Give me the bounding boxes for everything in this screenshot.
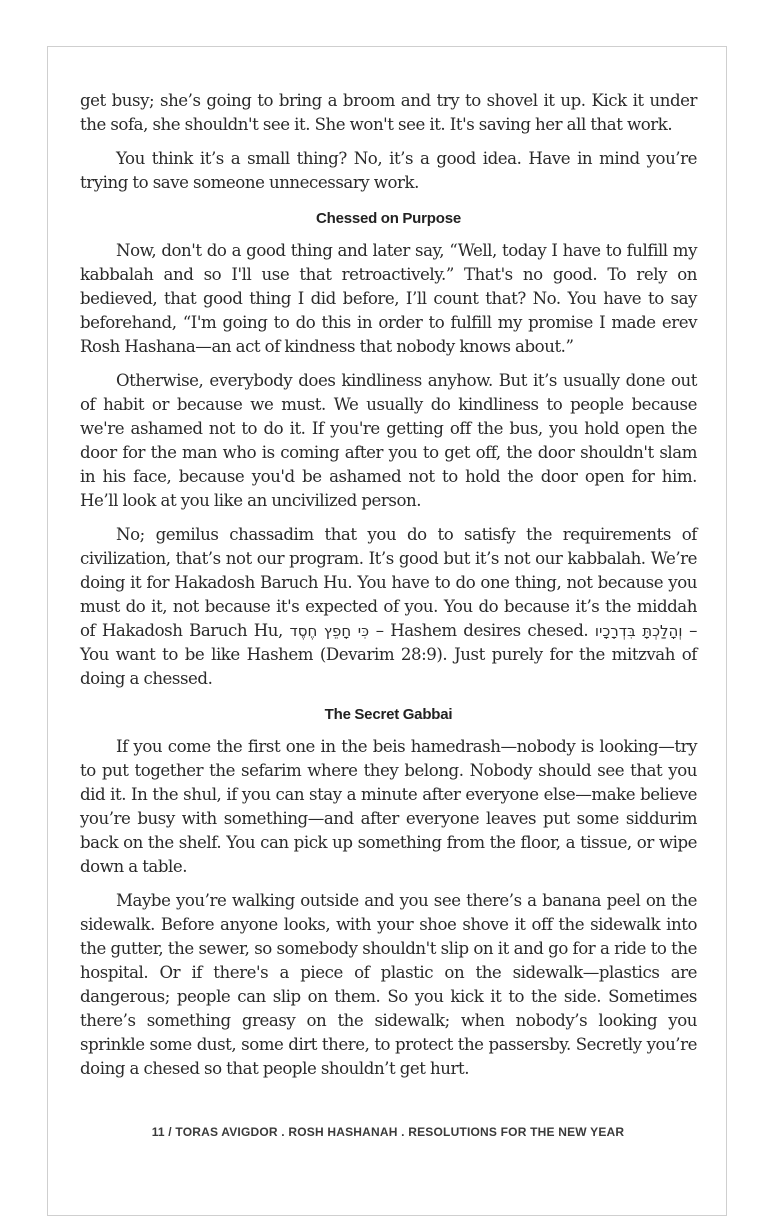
paragraph-5-part-c: – You want to be like Hashem (Devarim 28:9). Just purely for the mitzvah of doing a chessed.	[80, 621, 697, 688]
hebrew-quote-ki-chafetz-chesed: כִּי חָפֵץ חֶסֶד	[289, 622, 370, 640]
section-heading-chessed-on-purpose: Chessed on Purpose	[315, 210, 461, 227]
page-footer: 11 / TORAS AVIGDOR . ROSH HASHANAH . RESOLUTIONS FOR THE NEW YEAR	[151, 1125, 625, 1139]
paragraph-3: Now, don't do a good thing and later say, “Well, today I have to fulfill my kabbalah and so I'll use that retroactively.” That's no good. To rely on bedieved, that good thing I did before, I’ll count that? No. You have to say beforehand, “I'm going to do this in order to fulfill my promise I made erev Rosh Hashana—an act of kindness that nobody knows about.”	[80, 241, 697, 356]
section-heading-secret-gabbai: The Secret Gabbai	[324, 706, 453, 723]
hebrew-quote-vehalachta: וְהָלַכְתָּ בִּדְרָכָיו	[594, 622, 683, 640]
paragraph-7: Maybe you’re walking outside and you see there’s a banana peel on the sidewalk. Before anyone looks, with your shoe shove it off the sidewalk into the gutter, the sewer, so somebody shouldn't slip on it and go for a ride to the hospital. Or if there's a piece of plastic on the sidewalk—plastics are dangerous; people can slip on them. So you kick it to the side. Sometimes there’s something greasy on the sidewalk; when nobody’s looking you sprinkle some dust, some dirt there, to protect the passersby. Secretly you’re doing a chesed so that people shouldn’t get hurt.	[80, 891, 697, 1078]
paragraph-5	[80, 523, 697, 691]
paragraph-5-part-a: No; gemilus chassadim that you do to satisfy the requirements of civilization, that’s not our program. It’s good but it’s not our kabbalah. We’re doing it for Hakadosh Baruch Hu. You have to do one thing, not because you must do it, not because it's expected of you. You do because it’s the middah of Hakadosh Baruch Hu,	[80, 525, 697, 640]
paragraph-4: Otherwise, everybody does kindliness anyhow. But it’s usually done out of habit or because we must. We usually do kindliness to people because we're ashamed not to do it. If you're getting off the bus, you hold open the door for the man who is coming after you to get off, the door shouldn't slam in his face, because you'd be ashamed not to hold the door open for him. He’ll look at you like an uncivilized person.	[80, 371, 697, 510]
paragraph-6: If you come the first one in the beis hamedrash—nobody is looking—try to put together the sefarim where they belong. Nobody should see that you did it. In the shul, if you can stay a minute after everyone else—make believe you’re busy with something—and after everyone leaves put some siddurim back on the shelf. You can pick up something from the floor, a tissue, or wipe down a table.	[80, 737, 697, 876]
paragraph-1: get busy; she’s going to bring a broom and try to shovel it up. Kick it under the sofa, she shouldn't see it. She won't see it. It's saving her all that work.	[80, 91, 697, 134]
page-frame	[47, 46, 727, 1216]
paragraph-5-part-b: – Hashem desires chesed.	[375, 621, 589, 640]
page-body	[80, 89, 697, 1091]
paragraph-2: You think it’s a small thing? No, it’s a good idea. Have in mind you’re trying to save someone unnecessary work.	[80, 149, 697, 192]
